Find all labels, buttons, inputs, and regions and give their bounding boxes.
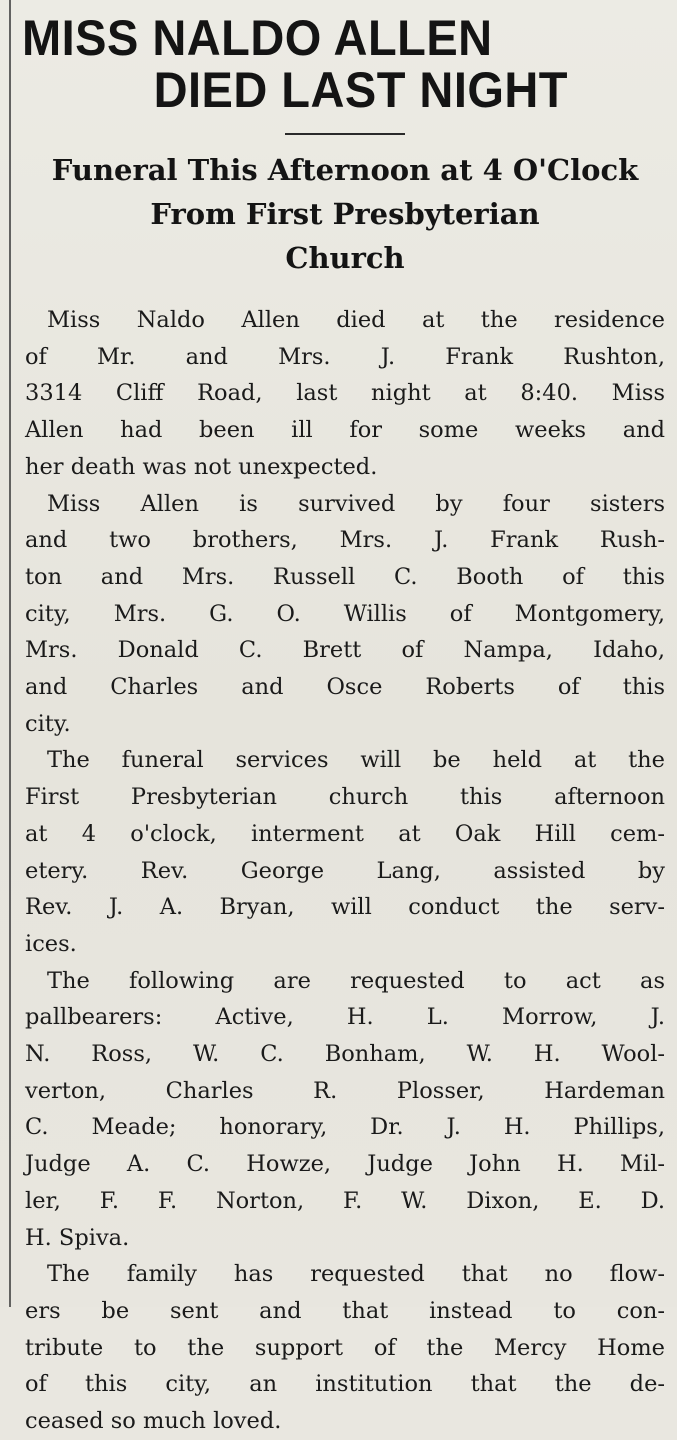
paragraph-line: Allen had been ill for some weeks and [25, 417, 665, 444]
paragraph-line: etery. Rev. George Lang, assisted by [25, 857, 665, 884]
subheadline-line-2: From First Presbyterian [150, 197, 540, 231]
headline-line-2: DIED LAST NIGHT [153, 62, 568, 118]
paragraph-line: N. Ross, W. C. Bonham, W. H. Wool- [25, 1041, 665, 1068]
paragraph-line: tribute to the support of the Mercy Home [25, 1334, 665, 1361]
article-body [25, 302, 665, 1440]
paragraph-line: pallbearers: Active, H. L. Morrow, J. [25, 1004, 665, 1031]
paragraph-line: Miss Naldo Allen died at the residence [47, 307, 665, 333]
paragraph-line: Judge A. C. Howze, Judge John H. Mil- [25, 1151, 665, 1178]
subheadline [20, 148, 670, 280]
paragraph-line: city, Mrs. G. O. Willis of Montgomery, [25, 600, 665, 627]
paragraph-line: verton, Charles R. Plosser, Hardeman [25, 1077, 665, 1104]
paragraph-line: ceased so much loved. [25, 1408, 282, 1435]
paragraph [25, 486, 665, 743]
paragraph [25, 963, 665, 1257]
paragraph-line: First Presbyterian church this afternoon [25, 784, 665, 811]
paragraph-line: C. Meade; honorary, Dr. J. H. Phillips, [25, 1114, 665, 1141]
paragraph-line: The family has requested that no flow- [47, 1261, 665, 1288]
paragraph [25, 1256, 665, 1440]
paragraph-line: The following are requested to act as [47, 967, 665, 994]
paragraph [25, 742, 665, 962]
paragraph-line: ices. [25, 930, 77, 957]
paragraph-line: 3314 Cliff Road, last night at 8:40. Miss [25, 380, 665, 407]
column-rule [9, 0, 11, 1307]
subheadline-line-1: Funeral This Afternoon at 4 O'Clock [51, 153, 639, 187]
paragraph-line: ers be sent and that instead to con- [25, 1297, 665, 1324]
paragraph-line: of this city, an institution that the de- [25, 1371, 665, 1398]
paragraph-line: H. Spiva. [25, 1224, 130, 1251]
paragraph-line: her death was not unexpected. [25, 453, 378, 480]
deck-rule [285, 133, 405, 135]
paragraph-line: ler, F. F. Norton, F. W. Dixon, E. D. [25, 1187, 665, 1214]
headline-line-1: MISS NALDO ALLEN [22, 10, 493, 66]
paragraph-line: Miss Allen is survived by four sisters [47, 490, 665, 517]
paragraph-line: ton and Mrs. Russell C. Booth of this [25, 563, 665, 590]
subheadline-line-3: Church [285, 241, 405, 275]
paragraph [25, 302, 665, 486]
paragraph-line: and two brothers, Mrs. J. Frank Rush- [25, 527, 665, 554]
paragraph-line: Mrs. Donald C. Brett of Nampa, Idaho, [25, 637, 665, 664]
paragraph-line: city. [25, 710, 71, 737]
paragraph-line: at 4 o'clock, interment at Oak Hill cem- [25, 820, 665, 847]
paragraph-line: and Charles and Osce Roberts of this [25, 674, 665, 701]
headline [22, 12, 633, 116]
paragraph-line: of Mr. and Mrs. J. Frank Rushton, [25, 343, 665, 370]
paragraph-line: Rev. J. A. Bryan, will conduct the serv- [25, 894, 665, 921]
paragraph-line: The funeral services will be held at the [47, 747, 665, 774]
